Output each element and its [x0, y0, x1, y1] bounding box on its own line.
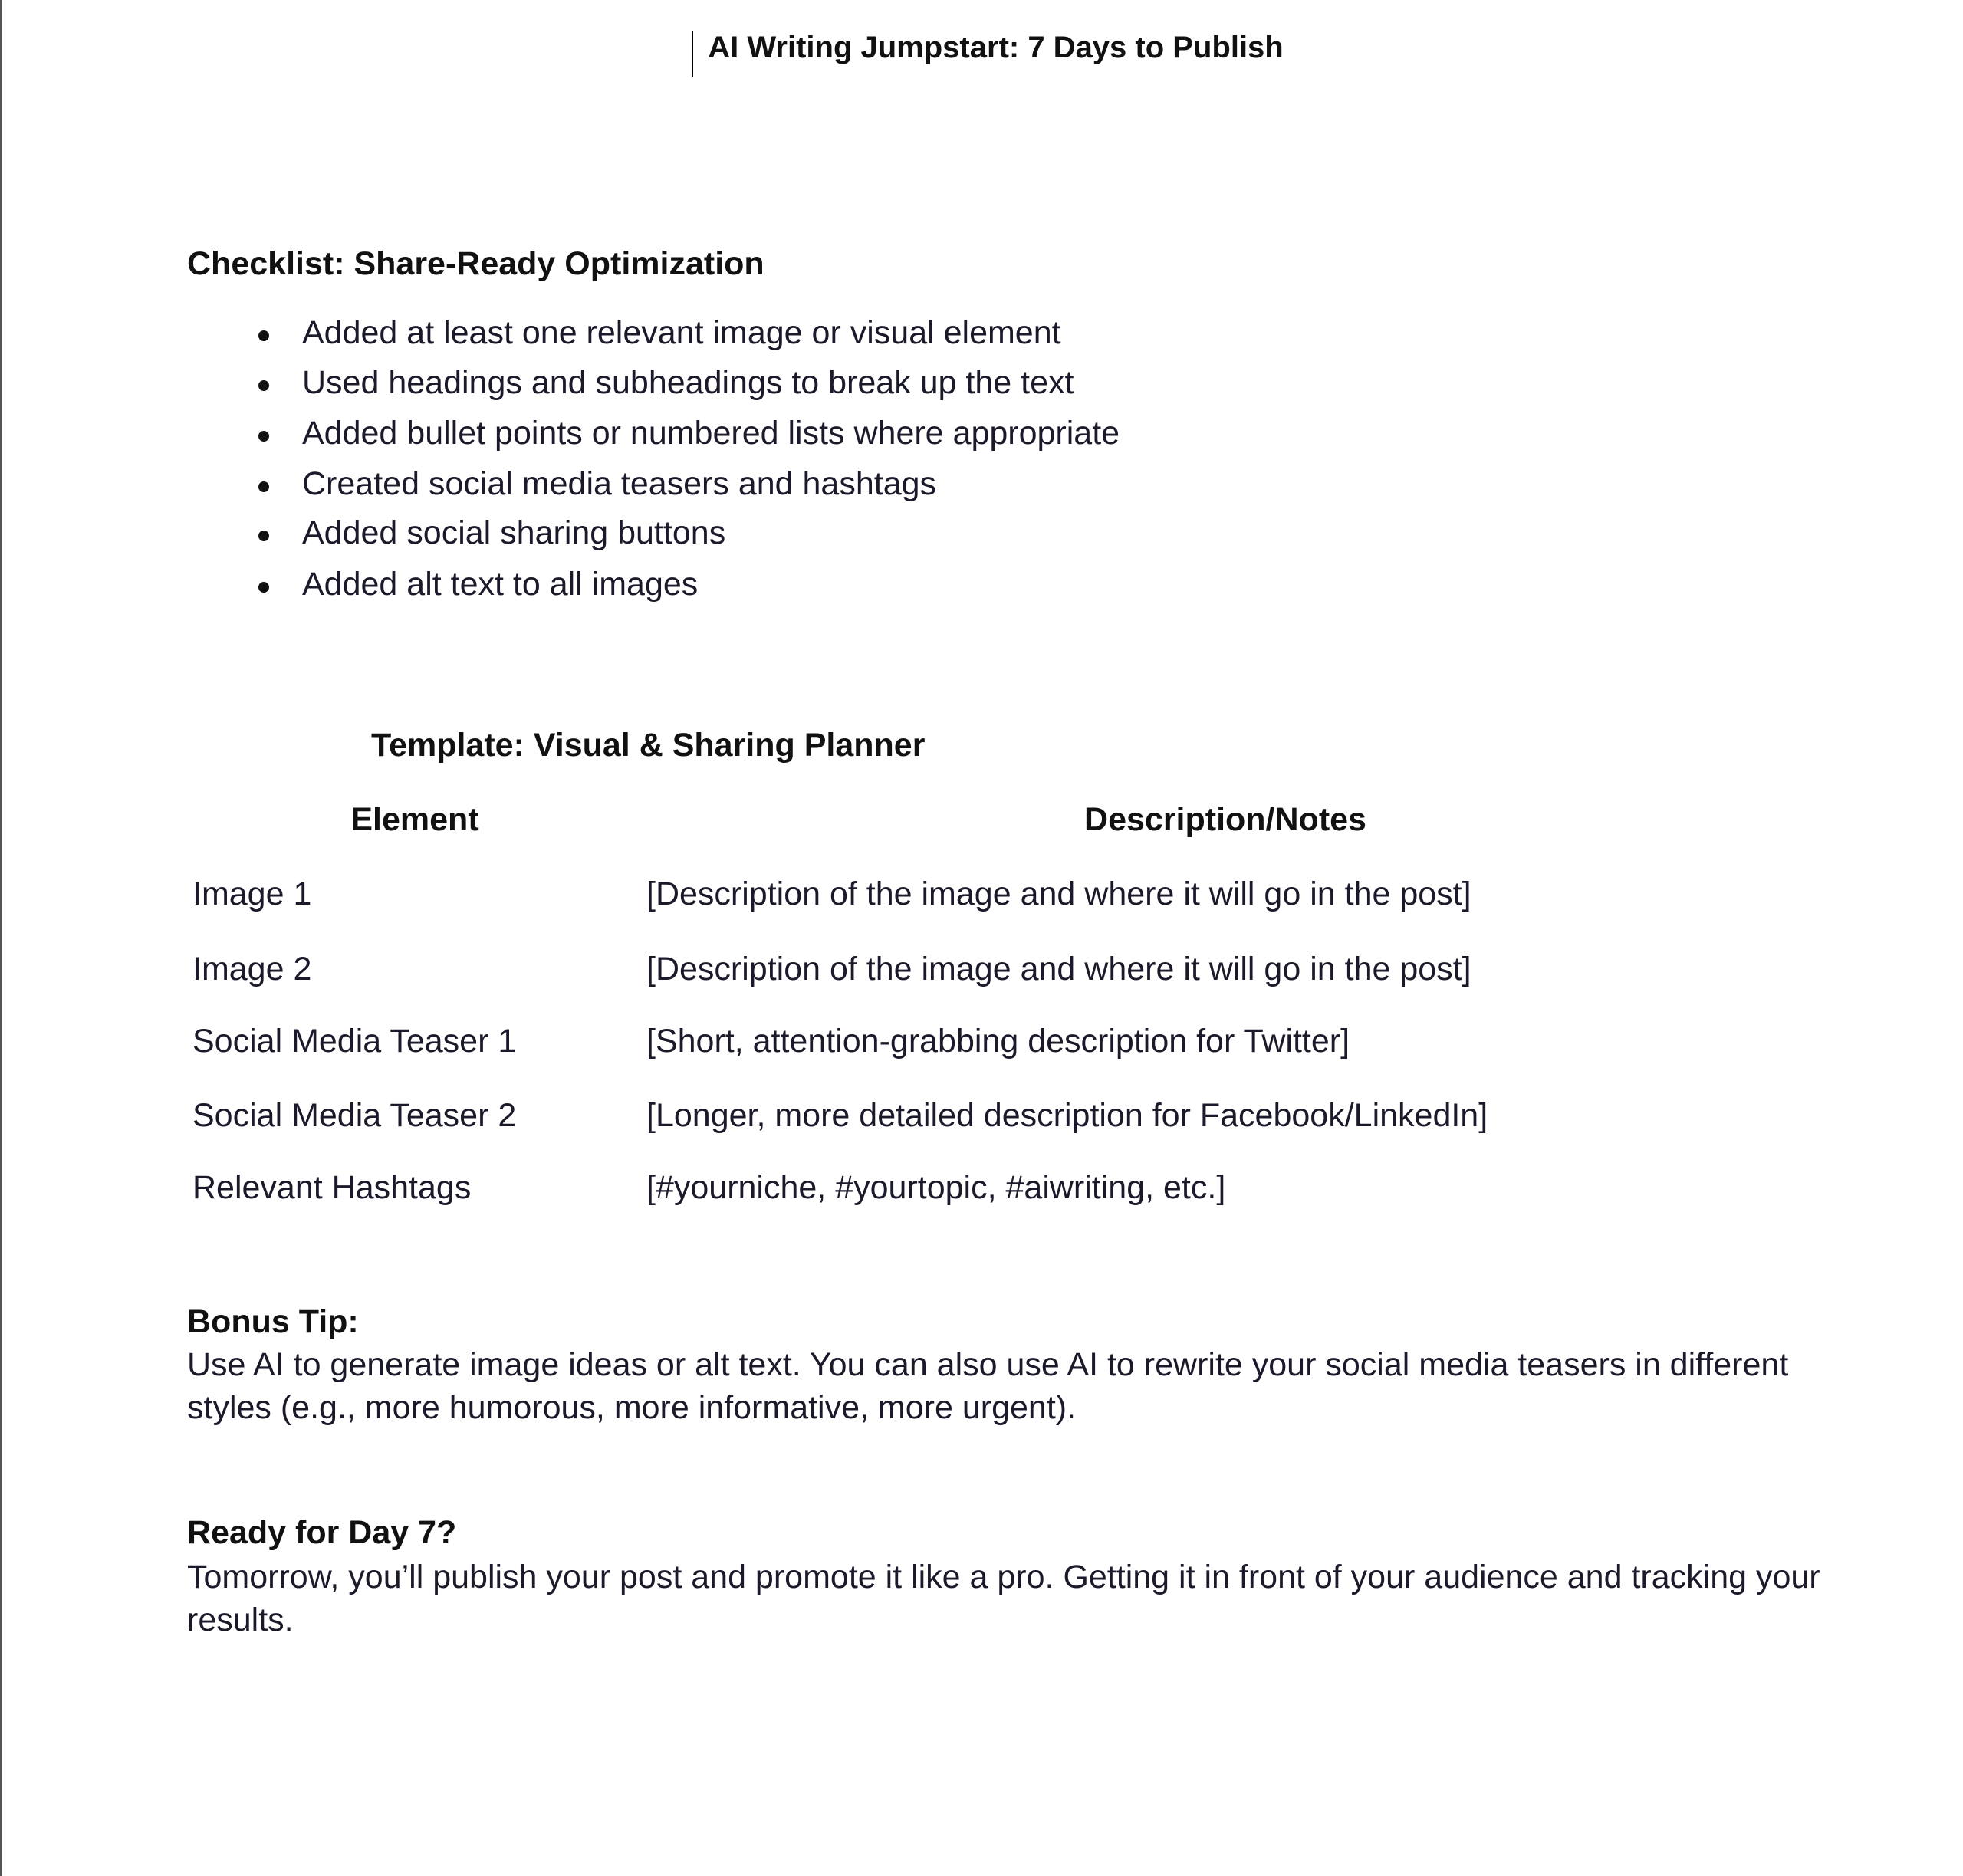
bullet-icon — [258, 380, 269, 391]
checklist-item: Added alt text to all images — [302, 566, 699, 603]
page-left-edge — [0, 0, 2, 1876]
element-cell: Relevant Hashtags — [192, 1169, 472, 1206]
next-day-body: Tomorrow, you’ll publish your post and promote it like a pro. Getting it in front of your audience and tracking your results. — [187, 1559, 1820, 1638]
checklist-item: Created social media teasers and hashtags — [302, 465, 937, 502]
description-cell: [Description of the image and where it will go in the post] — [646, 951, 1471, 987]
checklist-heading: Checklist: Share-Ready Optimization — [187, 245, 764, 282]
description-cell: [Description of the image and where it will go in the post] — [646, 876, 1471, 912]
template-heading: Template: Visual & Sharing Planner — [371, 727, 926, 764]
bullet-icon — [258, 431, 269, 442]
checklist-item: Added bullet points or numbered lists where appropriate — [302, 415, 1120, 452]
bonus-tip-heading: Bonus Tip: — [187, 1303, 359, 1340]
element-cell: Image 2 — [192, 951, 312, 987]
bullet-icon — [258, 481, 269, 492]
element-cell: Social Media Teaser 1 — [192, 1023, 517, 1060]
checklist-item: Added at least one relevant image or visual element — [302, 314, 1061, 351]
description-cell: [#yourniche, #yourtopic, #aiwriting, etc.] — [646, 1169, 1226, 1206]
bullet-icon — [258, 582, 269, 593]
description-cell: [Short, attention-grabbing description for Twitter] — [646, 1023, 1350, 1060]
bullet-icon — [258, 330, 269, 341]
document-title: AI Writing Jumpstart: 7 Days to Publish — [708, 31, 1284, 64]
column-header-description: Description/Notes — [1084, 801, 1366, 838]
checklist-item: Used headings and subheadings to break up the text — [302, 364, 1074, 401]
element-cell: Social Media Teaser 2 — [192, 1097, 517, 1134]
next-day-heading: Ready for Day 7? — [187, 1514, 457, 1551]
element-cell: Image 1 — [192, 876, 312, 912]
description-cell: [Longer, more detailed description for Facebook/LinkedIn] — [646, 1097, 1488, 1134]
bonus-tip-body: Use AI to generate image ideas or alt text. You can also use AI to rewrite your social media teasers in different styles (e.g., more humorous, more informative, more urgent). — [187, 1346, 1789, 1426]
checklist-item: Added social sharing buttons — [302, 514, 726, 551]
column-header-element: Element — [350, 801, 479, 838]
bullet-icon — [258, 531, 269, 541]
